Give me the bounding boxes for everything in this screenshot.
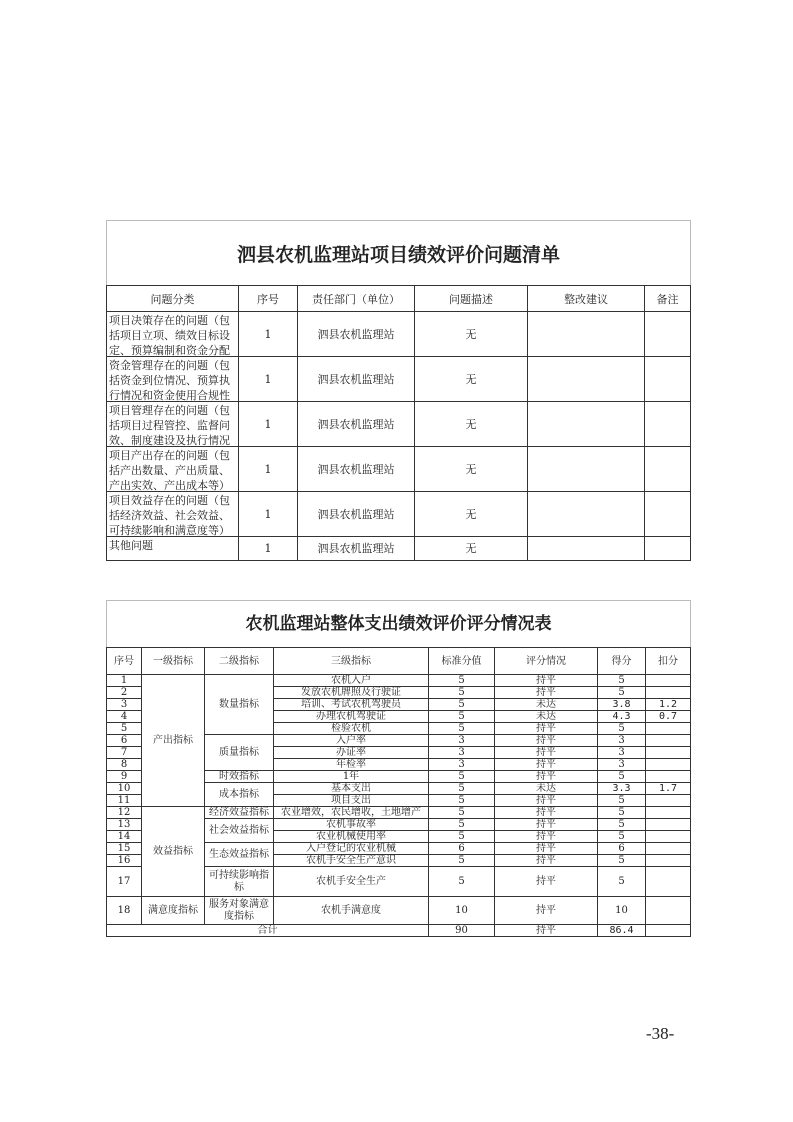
row-number: 10 [107,783,142,795]
row-number: 2 [107,687,142,699]
score: 5 [598,723,646,735]
evaluation: 持平 [495,855,598,867]
standard-score: 10 [429,897,495,925]
evaluation: 持平 [495,747,598,759]
level3-indicator: 农机手满意度 [274,897,429,925]
problem-category: 项目管理存在的问题（包括项目过程管控、监督问效、制度建设及执行情况 [109,404,230,446]
level2-indicator: 服务对象满意度指标 [205,897,274,925]
row-number: 11 [107,795,142,807]
page-number: -38- [646,1024,675,1043]
header-cell: 问题分类 [107,286,239,312]
problem-description: 无 [415,312,528,357]
rectification-advice [528,537,645,561]
table-row [107,357,691,402]
total-deduction [646,925,691,937]
responsible-dept: 泗县农机监理站 [298,357,415,402]
level3-indicator: 检验农机 [274,723,429,735]
row-number: 14 [107,831,142,843]
standard-score: 3 [429,759,495,771]
row-number: 1 [239,447,298,492]
deduction [646,795,691,807]
rectification-advice [528,312,645,357]
score: 5 [598,855,646,867]
deduction [646,867,691,897]
table-row [107,675,691,687]
rectification-advice [528,402,645,447]
score: 3.8 [598,699,646,711]
deduction [646,735,691,747]
responsible-dept: 泗县农机监理站 [298,402,415,447]
standard-score: 5 [429,819,495,831]
level2-indicator: 生态效益指标 [205,843,274,867]
standard-score: 3 [429,747,495,759]
standard-score: 6 [429,843,495,855]
deduction [646,723,691,735]
remark [645,312,691,357]
evaluation: 持平 [495,735,598,747]
level3-indicator: 入户登记的农业机械 [274,843,429,855]
problem-category: 资金管理存在的问题（包括资金到位情况、预算执行情况和资金使用合规性 [109,359,230,401]
level3-indicator: 农机事故率 [274,819,429,831]
level3-indicator: 农业机械使用率 [274,831,429,843]
table-header-row [107,648,691,675]
standard-score: 5 [429,867,495,897]
table-row [107,312,691,357]
level2-indicator: 时效指标 [205,771,274,783]
level3-indicator: 农机手安全生产 [274,867,429,897]
table-row [107,447,691,492]
standard-score: 5 [429,687,495,699]
row-number: 17 [107,867,142,897]
level3-indicator: 基本支出 [274,783,429,795]
total-score: 86.4 [598,925,646,937]
level3-indicator: 培训、考试农机驾驶员 [274,699,429,711]
table-row [107,402,691,447]
problem-description: 无 [415,402,528,447]
total-label: 合计 [107,925,429,937]
total-evaluation: 持平 [495,925,598,937]
row-number: 1 [239,402,298,447]
standard-score: 5 [429,807,495,819]
table-row [107,897,691,925]
evaluation: 持平 [495,819,598,831]
score: 3 [598,735,646,747]
problem-category: 项目效益存在的问题（包括经济效益、社会效益、可持续影响和满意度等） [109,494,230,536]
row-number: 1 [239,537,298,561]
score: 5 [598,867,646,897]
row-number: 1 [239,492,298,537]
level3-indicator: 农机入户 [274,675,429,687]
standard-score: 5 [429,723,495,735]
remark [645,357,691,402]
deduction: 1.2 [646,699,691,711]
deduction [646,807,691,819]
level3-indicator: 农机手安全生产意识 [274,855,429,867]
evaluation: 持平 [495,687,598,699]
evaluation: 未达 [495,699,598,711]
score: 3 [598,759,646,771]
row-number: 5 [107,723,142,735]
table-row [107,537,691,561]
evaluation: 未达 [495,711,598,723]
rectification-advice [528,492,645,537]
standard-score: 5 [429,855,495,867]
row-number: 16 [107,855,142,867]
header-cell: 问题描述 [415,286,528,312]
standard-score: 3 [429,735,495,747]
remark [645,402,691,447]
header-cell: 责任部门（单位） [298,286,415,312]
evaluation: 持平 [495,807,598,819]
row-number: 15 [107,843,142,855]
level3-indicator: 年检率 [274,759,429,771]
remark [645,537,691,561]
total-row [107,925,691,937]
standard-score: 5 [429,795,495,807]
header-cell: 得分 [598,648,646,675]
header-cell: 二级指标 [205,648,274,675]
row-number: 12 [107,807,142,819]
header-cell: 评分情况 [495,648,598,675]
level2-indicator: 数量指标 [205,675,274,735]
row-number: 1 [239,357,298,402]
score: 3 [598,747,646,759]
row-number: 1 [107,675,142,687]
header-cell: 三级指标 [274,648,429,675]
table-row [107,492,691,537]
header-cell: 序号 [107,648,142,675]
header-cell: 整改建议 [528,286,645,312]
level1-indicator: 满意度指标 [142,897,205,925]
evaluation: 持平 [495,723,598,735]
total-standard-score: 90 [429,925,495,937]
remark [645,447,691,492]
deduction [646,759,691,771]
evaluation: 未达 [495,783,598,795]
problem-list-title: 泗县农机监理站项目绩效评价问题清单 [107,221,691,286]
evaluation: 持平 [495,867,598,897]
header-cell: 一级指标 [142,648,205,675]
row-number: 7 [107,747,142,759]
deduction [646,855,691,867]
score: 3.3 [598,783,646,795]
deduction: 0.7 [646,711,691,723]
standard-score: 5 [429,831,495,843]
row-number: 8 [107,759,142,771]
table-header-row [107,286,691,312]
score: 5 [598,831,646,843]
level2-indicator: 可持续影响指标 [205,867,274,897]
level2-indicator: 成本指标 [205,783,274,807]
score: 5 [598,687,646,699]
evaluation: 持平 [495,771,598,783]
deduction [646,819,691,831]
standard-score: 5 [429,699,495,711]
problem-description: 无 [415,357,528,402]
level1-indicator: 产出指标 [142,675,205,807]
deduction: 1.7 [646,783,691,795]
score: 5 [598,819,646,831]
problem-list-table [106,220,691,561]
problem-category: 项目产出存在的问题（包括产出数量、产出质量、产出实效、产出成本等） [109,449,230,491]
level3-indicator: 项目支出 [274,795,429,807]
score: 4.3 [598,711,646,723]
score-table-title: 农机监理站整体支出绩效评价评分情况表 [107,601,691,648]
evaluation: 持平 [495,759,598,771]
level2-indicator: 社会效益指标 [205,819,274,843]
level2-indicator: 质量指标 [205,735,274,771]
header-cell: 标准分值 [429,648,495,675]
score: 5 [598,675,646,687]
deduction [646,771,691,783]
evaluation: 持平 [495,795,598,807]
score-table [106,600,691,937]
row-number: 1 [239,312,298,357]
deduction [646,831,691,843]
evaluation: 持平 [495,831,598,843]
problem-category: 其他问题 [109,539,153,552]
evaluation: 持平 [495,843,598,855]
problem-category: 项目决策存在的问题（包括项目立项、绩效目标设定、预算编制和资金分配 [109,314,230,356]
table-row [107,807,691,819]
level2-indicator: 经济效益指标 [205,807,274,819]
level1-indicator: 效益指标 [142,807,205,897]
level3-indicator: 1年 [274,771,429,783]
standard-score: 5 [429,711,495,723]
header-cell: 序号 [239,286,298,312]
row-number: 3 [107,699,142,711]
deduction [646,897,691,925]
standard-score: 5 [429,783,495,795]
level3-indicator: 农业增效，农民增收，土地增产 [274,807,429,819]
score: 5 [598,771,646,783]
responsible-dept: 泗县农机监理站 [298,312,415,357]
deduction [646,747,691,759]
problem-description: 无 [415,447,528,492]
level3-indicator: 入户率 [274,735,429,747]
responsible-dept: 泗县农机监理站 [298,447,415,492]
row-number: 13 [107,819,142,831]
deduction [646,675,691,687]
level3-indicator: 办理农机驾驶证 [274,711,429,723]
responsible-dept: 泗县农机监理站 [298,492,415,537]
level3-indicator: 办证率 [274,747,429,759]
evaluation: 持平 [495,897,598,925]
row-number: 4 [107,711,142,723]
standard-score: 5 [429,771,495,783]
score: 6 [598,843,646,855]
header-cell: 备注 [645,286,691,312]
level3-indicator: 发放农机牌照及行驶证 [274,687,429,699]
deduction [646,687,691,699]
problem-description: 无 [415,537,528,561]
score: 5 [598,795,646,807]
header-cell: 扣分 [646,648,691,675]
responsible-dept: 泗县农机监理站 [298,537,415,561]
problem-description: 无 [415,492,528,537]
remark [645,492,691,537]
row-number: 18 [107,897,142,925]
standard-score: 5 [429,675,495,687]
evaluation: 持平 [495,675,598,687]
rectification-advice [528,357,645,402]
row-number: 6 [107,735,142,747]
deduction [646,843,691,855]
row-number: 9 [107,771,142,783]
score: 10 [598,897,646,925]
score: 5 [598,807,646,819]
rectification-advice [528,447,645,492]
